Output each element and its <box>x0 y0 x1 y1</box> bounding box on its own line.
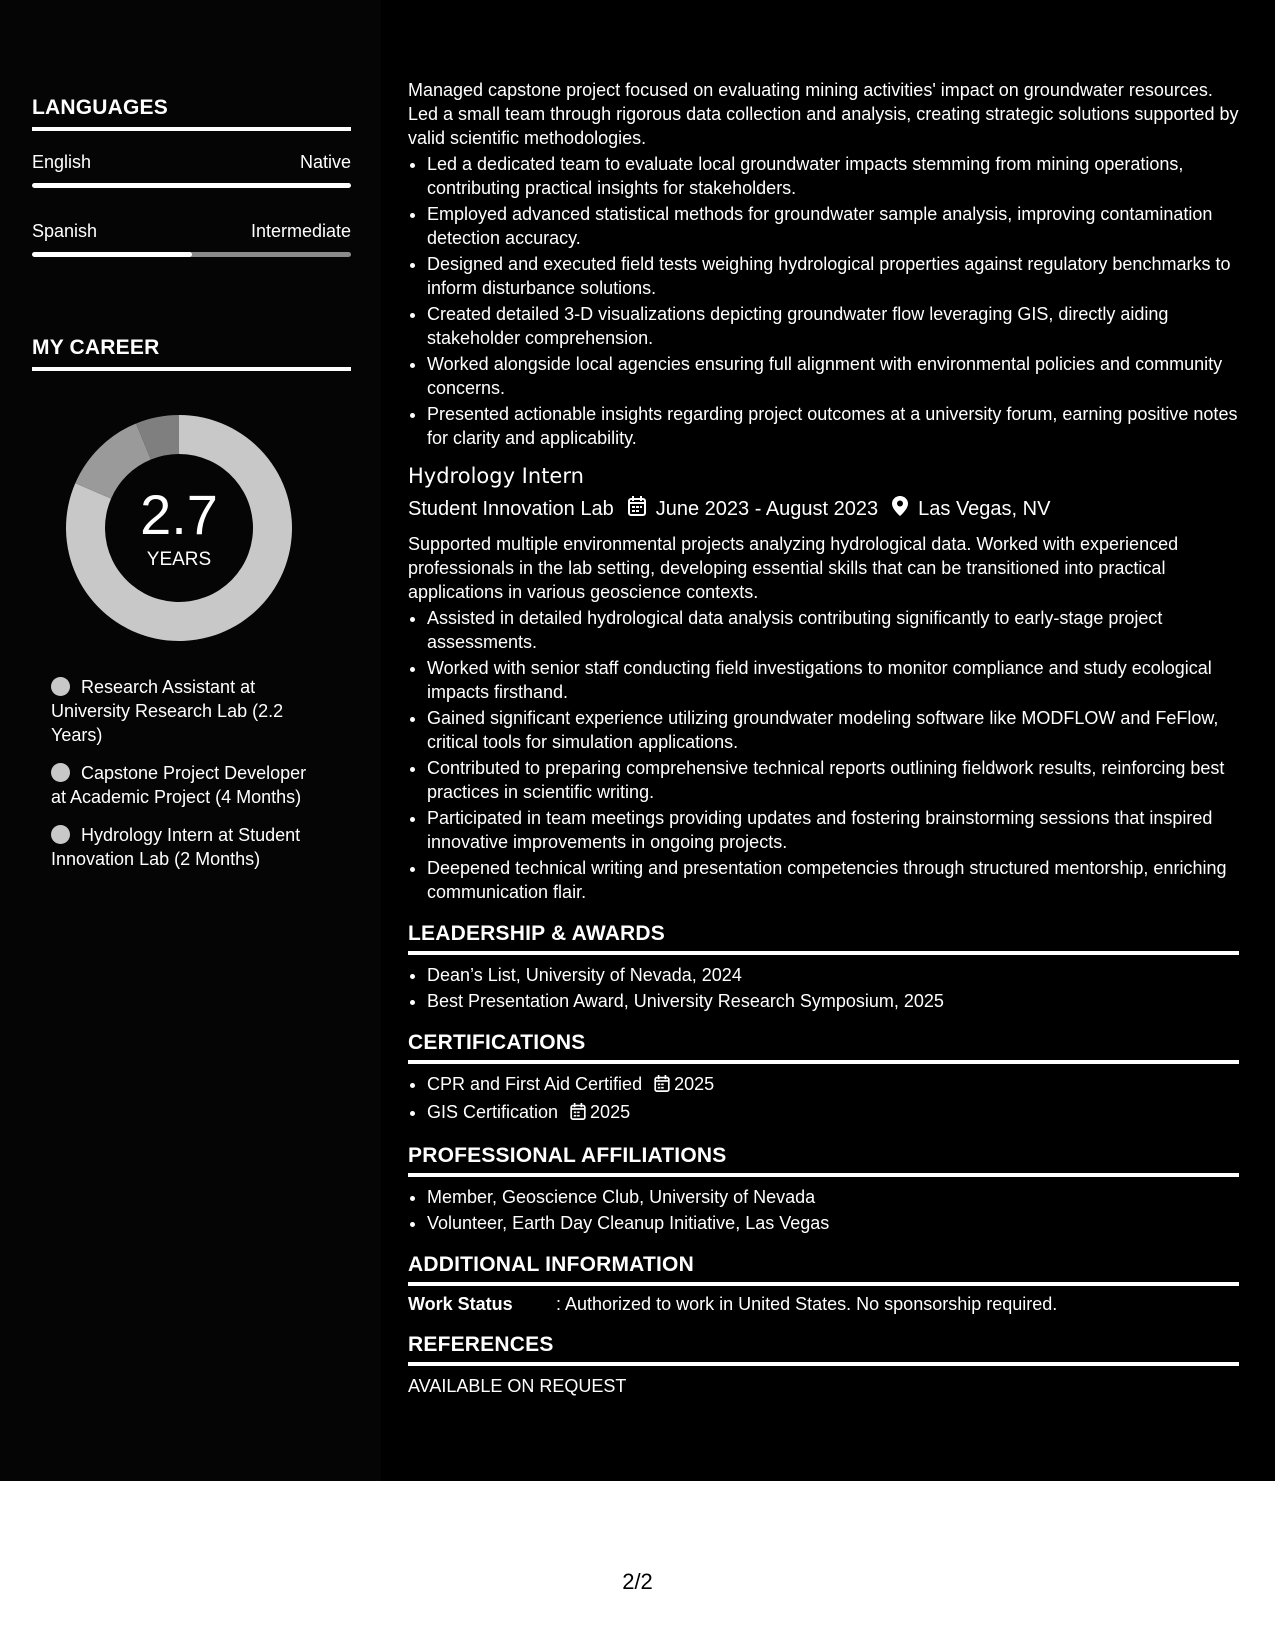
certification-year: 2025 <box>674 1074 715 1094</box>
career-heading: MY CAREER <box>32 336 351 371</box>
intern-summary: Supported multiple environmental projects analyzing hydrological data. Worked with experienced professionals in the lab setting, developing essential skills that can be transitioned into practical applications in various geoscience contexts. <box>408 534 1179 602</box>
legend-dot-icon <box>51 677 70 696</box>
bullet-item: • Employed advanced statistical methods for groundwater sample analysis, improving contamination detection accuracy. <box>427 202 1239 250</box>
certification-item <box>427 1100 1239 1126</box>
certification-name: GIS Certification <box>427 1102 559 1122</box>
certification-year: 2025 <box>590 1102 631 1122</box>
bullet-item: • Contributed to preparing comprehensive technical reports outlining fieldwork results, reinforcing best practices in scientific writing. <box>427 756 1239 804</box>
certifications-heading: CERTIFICATIONS <box>408 1031 1239 1064</box>
certifications-list <box>408 1072 1239 1126</box>
references-text: AVAILABLE ON REQUEST <box>408 1376 627 1396</box>
bullet-item: • Participated in team meetings providing updates and fostering brainstorming sessions that inspired innovative improvements in ongoing projects. <box>427 806 1239 854</box>
language-name: English <box>32 152 92 172</box>
career-legend-label: Research Assistant at University Research Lab (2.2 Years) <box>51 677 284 745</box>
work-status-label: Work Status <box>408 1294 513 1314</box>
page-indicator: 2/2 <box>622 1569 653 1594</box>
certification-item <box>427 1072 1239 1098</box>
career-donut-center <box>66 415 292 641</box>
bullet-item: • Designed and executed field tests weighing hydrological properties against regulatory benchmarks to inform disturbance solutions. <box>427 252 1239 300</box>
affiliations-heading: PROFESSIONAL AFFILIATIONS <box>408 1144 1239 1177</box>
legend-dot-icon <box>51 825 70 844</box>
bullet-item: • Gained significant experience utilizing groundwater modeling software like MODFLOW and FeFlow, critical tools for simulation applications. <box>427 706 1239 754</box>
career-total-value: 2.7 <box>140 483 218 546</box>
awards-list <box>408 963 1239 1013</box>
career-legend-item <box>51 675 321 747</box>
career-total-unit: YEARS <box>146 549 212 570</box>
language-bar-fill <box>32 252 192 257</box>
work-status-row <box>408 1294 1239 1315</box>
work-status-value: : Authorized to work in United States. No sponsorship required. <box>556 1294 1058 1314</box>
affiliation-item: • Member, Geoscience Club, University of Nevada <box>427 1185 1239 1209</box>
job-location: Las Vegas, NV <box>918 497 1051 520</box>
languages-heading: LANGUAGES <box>32 96 351 131</box>
affiliations-list <box>408 1185 1239 1235</box>
language-bar-english <box>32 183 351 188</box>
award-item: • Best Presentation Award, University Research Symposium, 2025 <box>427 989 1239 1013</box>
calendar-icon <box>570 1102 586 1126</box>
bullet-item: • Assisted in detailed hydrological data analysis contributing significantly to early-stage project assessments. <box>427 606 1239 654</box>
capstone-bullets <box>408 152 1239 450</box>
certification-name: CPR and First Aid Certified <box>427 1074 643 1094</box>
bullet-item: • Led a dedicated team to evaluate local groundwater impacts stemming from mining operations, contributing practical insights for stakeholders. <box>427 152 1239 200</box>
affiliation-item: • Volunteer, Earth Day Cleanup Initiative, Las Vegas <box>427 1211 1239 1235</box>
career-legend-item <box>51 761 321 809</box>
awards-heading: LEADERSHIP & AWARDS <box>408 922 1239 955</box>
legend-dot-icon <box>51 763 70 782</box>
location-pin-icon <box>892 496 908 522</box>
capstone-summary: Managed capstone project focused on evaluating mining activities' impact on groundwater resources. Led a small team through rigorous data collection and analysis, creating strategic solutions supported by valid scientific methodologies. <box>408 80 1239 148</box>
language-bar-spanish <box>32 252 351 257</box>
career-legend-label: Hydrology Intern at Student Innovation Lab (2 Months) <box>51 825 301 869</box>
award-item: • Dean’s List, University of Nevada, 2024 <box>427 963 1239 987</box>
language-level: Intermediate <box>250 221 351 241</box>
intern-bullets <box>408 606 1239 904</box>
job-company: Student Innovation Lab <box>408 497 614 520</box>
bullet-item: • Worked alongside local agencies ensuring full alignment with environmental policies and community concerns. <box>427 352 1239 400</box>
career-donut-chart <box>66 415 292 641</box>
job-dates: June 2023 - August 2023 <box>655 497 879 520</box>
bullet-item: • Worked with senior staff conducting field investigations to monitor compliance and study ecological impacts firsthand. <box>427 656 1239 704</box>
references-heading: REFERENCES <box>408 1333 1239 1366</box>
language-bar-fill <box>32 183 351 188</box>
sidebar <box>0 0 381 1481</box>
calendar-icon <box>654 1074 670 1098</box>
job-title: Hydrology Intern <box>408 464 584 488</box>
calendar-icon <box>628 496 646 522</box>
language-level: Native <box>299 152 351 172</box>
main-content <box>408 78 1239 1397</box>
career-legend <box>51 675 321 885</box>
language-name: Spanish <box>32 221 98 241</box>
bullet-item: • Deepened technical writing and presentation competencies through structured mentorship, enriching communication flair. <box>427 856 1239 904</box>
career-legend-label: Capstone Project Developer at Academic Project (4 Months) <box>51 763 307 807</box>
bullet-item: • Created detailed 3-D visualizations depicting groundwater flow leveraging GIS, directly aiding stakeholder comprehension. <box>427 302 1239 350</box>
additional-info-heading: ADDITIONAL INFORMATION <box>408 1253 1239 1286</box>
career-legend-item <box>51 823 321 871</box>
job-meta <box>408 496 1239 522</box>
bullet-item: • Presented actionable insights regarding project outcomes at a university forum, earning positive notes for clarity and applicability. <box>427 402 1239 450</box>
